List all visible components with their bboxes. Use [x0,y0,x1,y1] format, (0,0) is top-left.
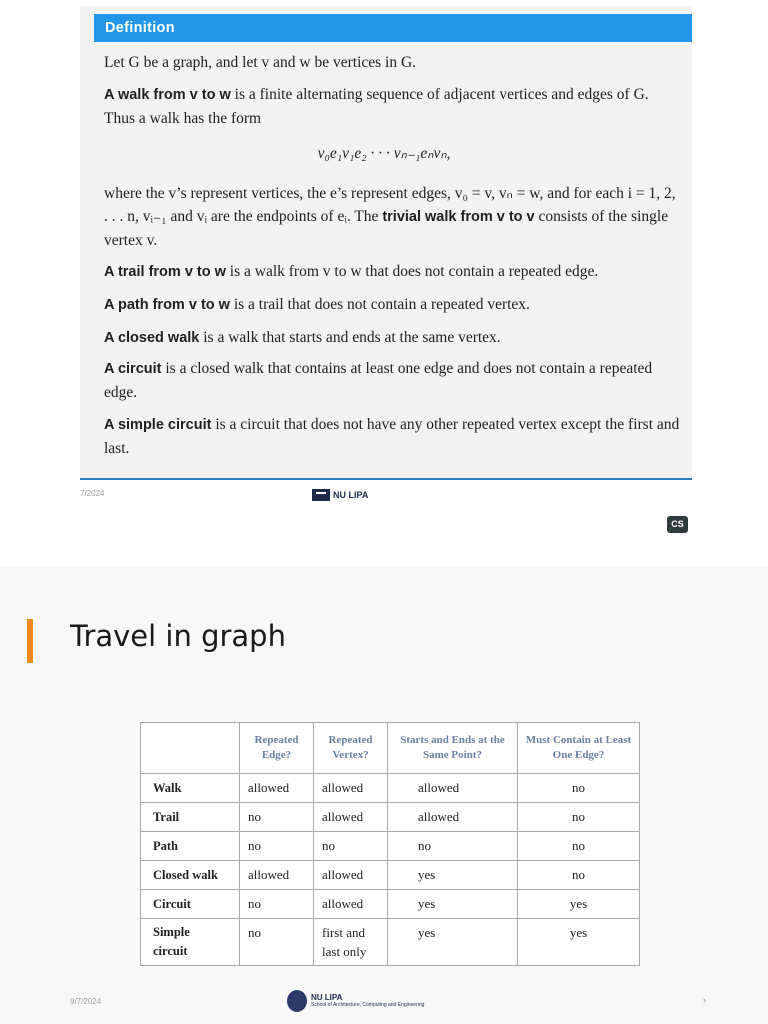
table-header-row [141,723,640,774]
trail-definition [104,260,682,284]
walk-term: A walk from v to w [104,87,231,103]
where-paragraph [104,182,682,252]
definition-header-label: Definition [105,20,175,36]
slide1-logo [312,488,368,502]
path-definition [104,293,682,317]
row-label: Circuit [141,890,240,919]
row-label: Path [141,832,240,861]
table-cell: no [388,832,518,861]
table-cell: first and last only [314,919,388,966]
table-cell: no [240,803,314,832]
path-term: A path from v to w [104,297,230,313]
nu-seal-icon [287,990,307,1012]
next-chevron-icon[interactable]: › [703,995,706,1005]
table-cell: allowed [314,774,388,803]
simple-circuit-text: is a circuit that does not have any other repeated vertex except the first and last. [104,416,680,457]
table-row [141,774,640,803]
slide1-logo-text: NU LIPA [333,490,369,500]
where-text-before: where the v’s represent vertices, the e’s represent edges, v₀ = v, vₙ = w, and for each i = 1, 2, . . . n, vᵢ₋₁ and vᵢ are the endpoints of eᵢ. The [104,185,676,225]
footer-divider [80,478,692,480]
table-cell: yes [518,919,640,966]
circuit-definition [104,357,682,404]
table-cell: yes [388,919,518,966]
table-header-cell: Repeated Edge? [240,723,314,774]
where-text-after: consists of the single vertex v. [104,208,669,249]
table-cell: allowed [314,803,388,832]
table-cell: yes [518,890,640,919]
table-cell: no [518,861,640,890]
slide2-logo-text: NU LIPA [311,993,343,1002]
table-header-cell: Repeated Vertex? [314,723,388,774]
slide2-date: 9/7/2024 [70,997,102,1006]
trail-term: A trail from v to w [104,264,226,280]
table-cell: allowed [314,890,388,919]
travel-slide [0,567,768,1024]
slide-title: Travel in graph [70,619,286,653]
path-text: is a trail that does not contain a repeated vertex. [229,296,530,313]
simple-circuit-term: A simple circuit [104,417,212,433]
closed-walk-text: is a walk that starts and ends at the same vertex. [199,329,501,346]
travel-comparison-table [140,722,640,966]
walk-formula: v₀e₁v₁e₂ · · · vₙ₋₁eₙvₙ, [317,145,451,162]
table-row [141,832,640,861]
closed-walk-term: A closed walk [104,330,200,346]
walk-text: is a finite alternating sequence of adjacent vertices and edges of G. Thus a walk has the form [104,86,649,127]
table-cell: no [240,832,314,861]
closed-walk-definition [104,326,682,350]
table-cell: yes [388,861,518,890]
slide1-date: 7/2024 [80,489,105,498]
table-row [141,861,640,890]
table-cell: allowed [240,861,314,890]
table-header-corner [141,723,240,774]
table-cell: no [240,919,314,966]
walk-definition [104,83,682,130]
table-cell: allowed [240,774,314,803]
row-label: Simple circuit [141,919,240,966]
camscanner-badge: CS [667,516,688,533]
definition-header [94,14,692,42]
table-cell: no [518,803,640,832]
row-label: Walk [141,774,240,803]
table-header-cell: Must Contain at Least One Edge? [518,723,640,774]
slide2-logo [287,990,424,1012]
table-cell: no [240,890,314,919]
table-row [141,919,640,966]
circuit-text: is a closed walk that contains at least one edge and does not contain a repeated edge. [104,360,653,401]
table-cell: no [518,832,640,861]
trail-text: is a walk from v to w that does not contain a repeated edge. [225,263,599,280]
table-cell: allowed [388,803,518,832]
slide2-logo-subtext: School of Architecture, Computing and Engineering [311,1002,425,1008]
table-row [141,803,640,832]
table-cell: no [518,774,640,803]
table-cell: no [314,832,388,861]
table-cell: yes [388,890,518,919]
title-accent-bar [27,619,33,663]
circuit-term: A circuit [104,361,162,377]
row-label: Trail [141,803,240,832]
intro-paragraph: Let G be a graph, and let v and w be vertices in G. [104,54,417,71]
table-cell: allowed [314,861,388,890]
table-header-cell: Starts and Ends at the Same Point? [388,723,518,774]
row-label: Closed walk [141,861,240,890]
table-row [141,890,640,919]
nu-logo-icon [312,489,330,501]
trivial-walk-term: trivial walk from v to v [382,209,535,225]
table-cell: allowed [388,774,518,803]
simple-circuit-definition [104,413,682,460]
